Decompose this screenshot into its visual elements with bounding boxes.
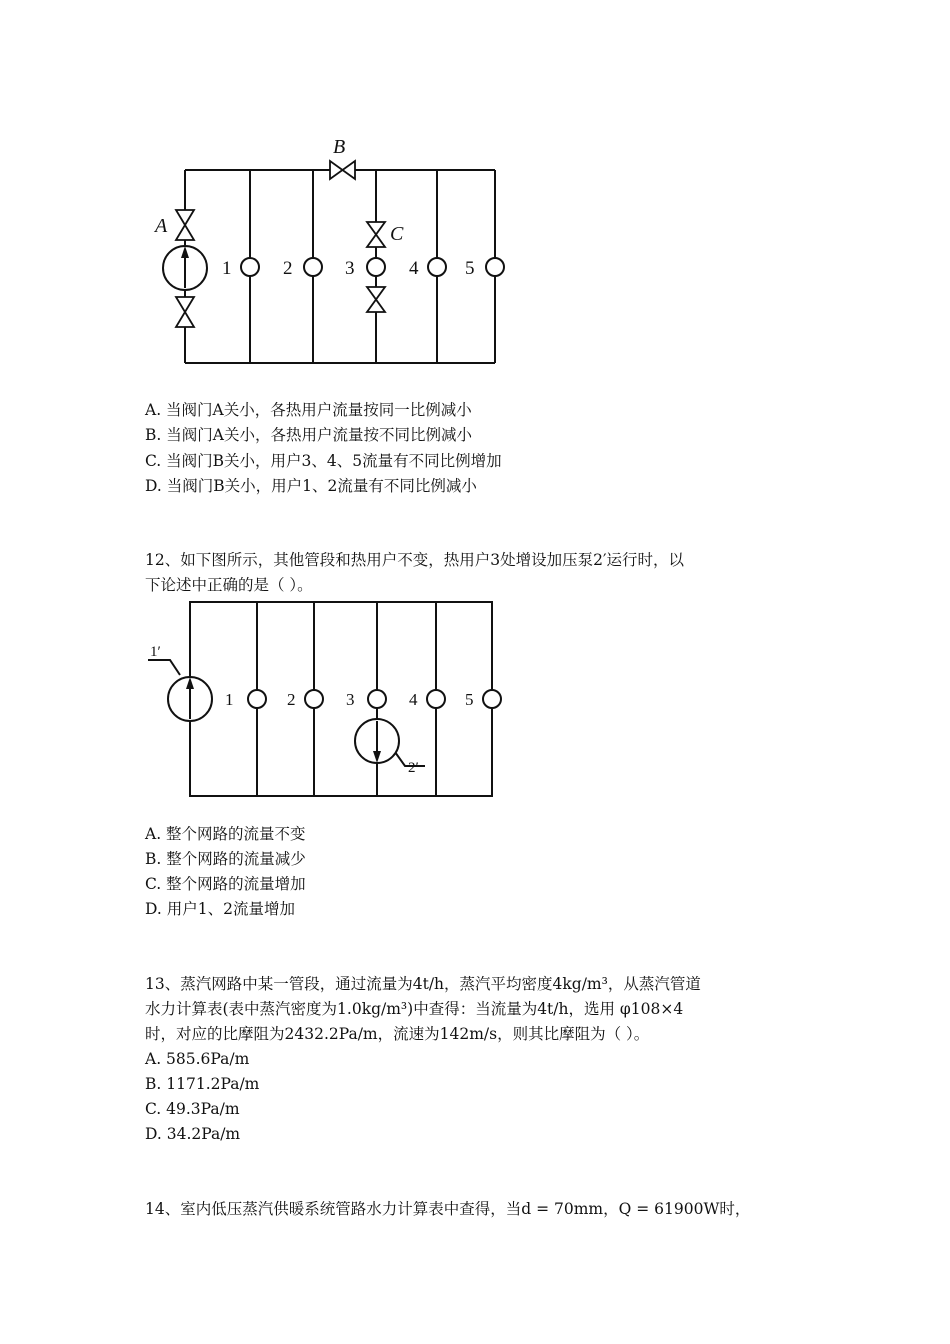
user-2-circle-fig2 — [305, 690, 323, 708]
q13-option-b: B. 1171.2Pa/m — [145, 1075, 260, 1093]
user-5-label: 5 — [465, 258, 475, 279]
user-1-circle-fig2 — [248, 690, 266, 708]
user-4-circle — [428, 258, 446, 276]
q12-option-b: B. 整个网路的流量减少 — [145, 850, 306, 868]
figure-booster-pump-network — [0, 595, 950, 805]
q13-stem-line-1: 13、蒸汽网路中某一管段，通过流量为4t/h，蒸汽平均密度4kg/m³，从蒸汽管道 — [145, 975, 701, 993]
user-4-circle-fig2 — [427, 690, 445, 708]
user-1-label: 1 — [222, 258, 232, 279]
user-2-circle — [304, 258, 322, 276]
user-3-label-fig2: 3 — [346, 690, 355, 709]
user-1-label-fig2: 1 — [225, 690, 234, 709]
q11-option-a: A. 当阀门A关小，各热用户流量按同一比例减小 — [145, 401, 472, 419]
q12-stem-line-1: 12、如下图所示，其他管段和热用户不变，热用户3处增设加压泵2′运行时，以 — [145, 551, 684, 569]
user-3-circle — [367, 258, 385, 276]
q12-option-c: C. 整个网路的流量增加 — [145, 875, 306, 893]
q11-option-d: D. 当阀门B关小，用户1、2流量有不同比例减小 — [145, 477, 477, 495]
valve-a-lower-icon — [176, 297, 194, 327]
user-1-circle — [241, 258, 259, 276]
q13-stem-line-2: 水力计算表(表中蒸汽密度为1.0kg/m³)中查得：当流量为4t/h，选用 φ108×4 — [145, 1000, 684, 1018]
valve-b-icon — [330, 161, 355, 179]
valve-c-lower-icon — [367, 287, 385, 312]
q12-stem-line-2: 下论述中正确的是（ ）。 — [145, 576, 313, 594]
pump-2-label: 2′ — [408, 760, 419, 776]
pump-1-label: 1′ — [150, 644, 161, 660]
valve-b-label: B — [333, 136, 346, 158]
user-3-label: 3 — [345, 258, 355, 279]
user-circles-fig2 — [248, 690, 501, 708]
q11-option-b: B. 当阀门A关小，各热用户流量按不同比例减小 — [145, 426, 472, 444]
user-5-label-fig2: 5 — [465, 690, 474, 709]
q12-option-d: D. 用户1、2流量增加 — [145, 900, 295, 918]
valve-a-upper-icon — [176, 210, 194, 240]
figure-valve-network — [0, 0, 950, 380]
valve-c-upper-icon — [367, 222, 385, 247]
q13-option-a: A. 585.6Pa/m — [145, 1050, 250, 1068]
user-2-label: 2 — [283, 258, 293, 279]
user-5-circle — [486, 258, 504, 276]
user-4-label-fig2: 4 — [409, 690, 418, 709]
q14-stem-line-1: 14、室内低压蒸汽供暖系统管路水力计算表中查得，当d = 70mm，Q = 61900W时， — [145, 1200, 751, 1218]
valve-a-label: A — [155, 215, 168, 237]
q11-option-c: C. 当阀门B关小，用户3、4、5流量有不同比例增加 — [145, 452, 502, 470]
user-4-label: 4 — [409, 258, 419, 279]
q13-option-d: D. 34.2Pa/m — [145, 1125, 241, 1143]
user-3-circle-fig2 — [368, 690, 386, 708]
valve-c-label: C — [390, 223, 404, 245]
q13-stem-line-3: 时，对应的比摩阻为2432.2Pa/m，流速为142m/s，则其比摩阻为（ ）。 — [145, 1025, 650, 1043]
user-5-circle-fig2 — [483, 690, 501, 708]
q13-option-c: C. 49.3Pa/m — [145, 1100, 240, 1118]
q12-option-a: A. 整个网路的流量不变 — [145, 825, 306, 843]
user-2-label-fig2: 2 — [287, 690, 296, 709]
